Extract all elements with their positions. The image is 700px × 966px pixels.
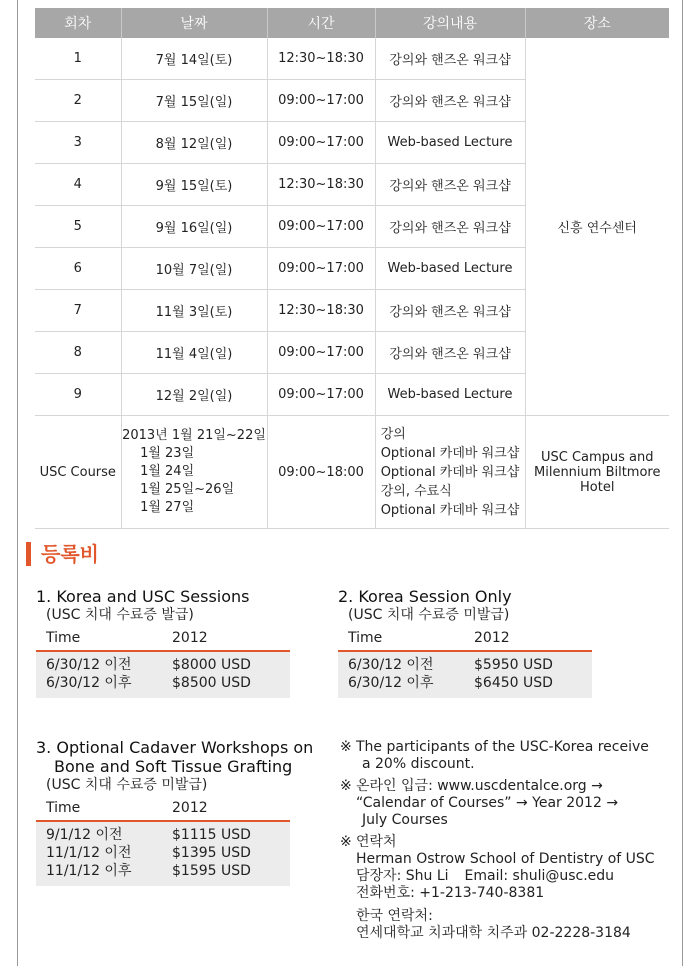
- session-time: 09:00~17:00: [267, 122, 375, 164]
- usc-course-label: USC Course: [35, 416, 121, 529]
- note-line: a 20% discount.: [362, 756, 475, 772]
- fee-section-title-line2: Bone and Soft Tissue Grafting: [54, 757, 293, 776]
- session-date: 7월 15일(일): [121, 80, 267, 122]
- usc-course-time: 09:00~18:00: [267, 416, 375, 529]
- fee-table-header: [36, 796, 290, 822]
- fee-deadline: 6/30/12 이전: [46, 657, 132, 673]
- fee-deadline: 6/30/12 이후: [348, 675, 434, 691]
- frame-left-border: [17, 0, 18, 966]
- session-content: 강의와 핸즈온 워크샵: [375, 80, 525, 122]
- note-discount: [340, 739, 670, 773]
- fee-table-body: [36, 652, 290, 698]
- contact-email: Email: shuli@usc.edu: [464, 868, 615, 884]
- session-date: 10월 7일(일): [121, 248, 267, 290]
- session-number: 7: [35, 290, 121, 332]
- table-row: [348, 674, 592, 692]
- fee-deadline: 9/1/12 이전: [46, 827, 123, 843]
- contact-phone: 전화번호: +1-213-740-8381: [356, 885, 545, 901]
- usc-content-line: Optional 카데바 워크샵: [380, 464, 520, 480]
- session-content: Web-based Lecture: [375, 248, 525, 290]
- fee-col-time: Time: [46, 800, 81, 816]
- header-time: 시간: [267, 8, 375, 38]
- fee-amount: $6450 USD: [474, 675, 553, 691]
- fee-amount: $8500 USD: [172, 675, 251, 691]
- notes-block: [340, 739, 670, 947]
- header-session: 회차: [35, 8, 121, 38]
- usc-date-line: 2013년 1월 21일~22일: [122, 428, 266, 443]
- usc-course-place: [525, 416, 669, 529]
- note-line: The participants of the USC-Korea receive: [356, 739, 649, 755]
- fee-deadline: 11/1/12 이후: [46, 863, 132, 879]
- fee-amount: $1595 USD: [172, 863, 251, 879]
- session-number: 1: [35, 38, 121, 80]
- session-content: 강의와 핸즈온 워크샵: [375, 38, 525, 80]
- usc-date-line: 1월 27일: [140, 500, 195, 515]
- session-date: 11월 3일(토): [121, 290, 267, 332]
- fee-table-header: [338, 626, 592, 652]
- contact-person: 담장자: Shu Li: [356, 868, 449, 884]
- session-number: 5: [35, 206, 121, 248]
- usc-date-line: 1월 23일: [140, 446, 195, 461]
- session-date: 12월 2일(일): [121, 374, 267, 416]
- registration-title: 등록비: [26, 542, 99, 566]
- note-online-payment: [340, 778, 670, 829]
- korea-contact-label: 한국 연락처:: [356, 908, 433, 924]
- fee-section-subtitle: (USC 치대 수료증 미발급): [348, 607, 510, 623]
- session-time: 12:30~18:30: [267, 38, 375, 80]
- table-row: [46, 844, 290, 862]
- table-row: [46, 826, 290, 844]
- session-content: Web-based Lecture: [375, 122, 525, 164]
- session-number: 8: [35, 332, 121, 374]
- table-row: [348, 656, 592, 674]
- session-content: Web-based Lecture: [375, 374, 525, 416]
- fee-amount: $5950 USD: [474, 657, 553, 673]
- fee-deadline: 6/30/12 이후: [46, 675, 132, 691]
- session-date: 8월 12일(일): [121, 122, 267, 164]
- korea-contact: 연세대학교 치과대학 치주과 02-2228-3184: [356, 925, 631, 941]
- session-content: 강의와 핸즈온 워크샵: [375, 332, 525, 374]
- header-date: 날짜: [121, 8, 267, 38]
- note-contact: [340, 834, 670, 942]
- fee-col-year: 2012: [172, 630, 208, 646]
- session-time: 12:30~18:30: [267, 290, 375, 332]
- fee-section-korea-only: [338, 587, 592, 698]
- fee-table: [36, 626, 290, 698]
- usc-content-line: 강의, 수료식: [380, 483, 452, 499]
- session-time: 09:00~17:00: [267, 248, 375, 290]
- fee-deadline: 11/1/12 이전: [46, 845, 132, 861]
- usc-content-line: 강의: [380, 426, 406, 442]
- contact-label: 연락처: [356, 834, 397, 850]
- usc-place-line: USC Campus and: [540, 449, 654, 465]
- fee-amount: $8000 USD: [172, 657, 251, 673]
- session-content: 강의와 핸즈온 워크샵: [375, 164, 525, 206]
- session-number: 9: [35, 374, 121, 416]
- note-line: July Courses: [362, 812, 448, 828]
- session-time: 09:00~17:00: [267, 332, 375, 374]
- usc-course-content: [375, 416, 525, 529]
- session-place-main: 신흥 연수센터: [525, 38, 669, 416]
- fee-amount: $1395 USD: [172, 845, 251, 861]
- session-number: 4: [35, 164, 121, 206]
- usc-content-line: Optional 카데바 워크샵: [380, 502, 520, 518]
- session-number: 3: [35, 122, 121, 164]
- fee-col-time: Time: [46, 630, 81, 646]
- fee-section-subtitle: (USC 치대 수료증 발급): [46, 607, 194, 623]
- frame-right-border: [682, 0, 683, 966]
- usc-course-row: [35, 416, 669, 529]
- reference-mark-icon: ※: [340, 778, 352, 794]
- reference-mark-icon: ※: [340, 834, 352, 850]
- session-content: 강의와 핸즈온 워크샵: [375, 290, 525, 332]
- session-content: 강의와 핸즈온 워크샵: [375, 206, 525, 248]
- session-time: 09:00~17:00: [267, 374, 375, 416]
- fee-deadline: 6/30/12 이전: [348, 657, 434, 673]
- fee-section-cadaver: [36, 738, 313, 886]
- table-row: [46, 674, 290, 692]
- session-date: 11월 4일(일): [121, 332, 267, 374]
- header-content: 강의내용: [375, 8, 525, 38]
- session-number: 2: [35, 80, 121, 122]
- schedule-header-row: [35, 8, 669, 38]
- usc-content-line: Optional 카데바 워크샵: [380, 445, 520, 461]
- session-time: 12:30~18:30: [267, 164, 375, 206]
- session-date: 9월 16일(일): [121, 206, 267, 248]
- contact-person-line: [356, 868, 655, 885]
- header-place: 장소: [525, 8, 669, 38]
- fee-section-title: 2. Korea Session Only: [338, 587, 512, 606]
- fee-section-title: 3. Optional Cadaver Workshops on: [36, 738, 314, 757]
- fee-col-year: 2012: [474, 630, 510, 646]
- fee-col-year: 2012: [172, 800, 208, 816]
- fee-table-body: [338, 652, 592, 698]
- note-line: “Calendar of Courses” → Year 2012 →: [356, 795, 619, 811]
- session-date: 9월 15일(토): [121, 164, 267, 206]
- table-row: [35, 38, 669, 80]
- usc-place-line: Milennium Biltmore Hotel: [534, 464, 661, 495]
- fee-table-header: [36, 626, 290, 652]
- fee-amount: $1115 USD: [172, 827, 251, 843]
- fee-table: [36, 796, 290, 886]
- schedule-table: [35, 8, 669, 529]
- usc-date-line: 1월 24일: [140, 464, 195, 479]
- session-number: 6: [35, 248, 121, 290]
- contact-school: Herman Ostrow School of Dentistry of USC: [356, 851, 655, 867]
- fee-section-title: 1. Korea and USC Sessions: [36, 587, 250, 606]
- fee-section-korea-usc: [36, 587, 290, 698]
- fee-section-subtitle: (USC 치대 수료증 미발급): [46, 777, 208, 793]
- session-date: 7월 14일(토): [121, 38, 267, 80]
- session-time: 09:00~17:00: [267, 80, 375, 122]
- fee-table-body: [36, 822, 290, 886]
- usc-date-line: 1월 25일~26일: [140, 482, 235, 497]
- table-row: [46, 656, 290, 674]
- note-line: 온라인 입금: www.uscdentalce.org →: [356, 778, 603, 794]
- session-time: 09:00~17:00: [267, 206, 375, 248]
- fee-col-time: Time: [348, 630, 383, 646]
- table-row: [46, 862, 290, 880]
- reference-mark-icon: ※: [340, 739, 352, 755]
- fee-table: [338, 626, 592, 698]
- usc-course-dates: [121, 416, 267, 529]
